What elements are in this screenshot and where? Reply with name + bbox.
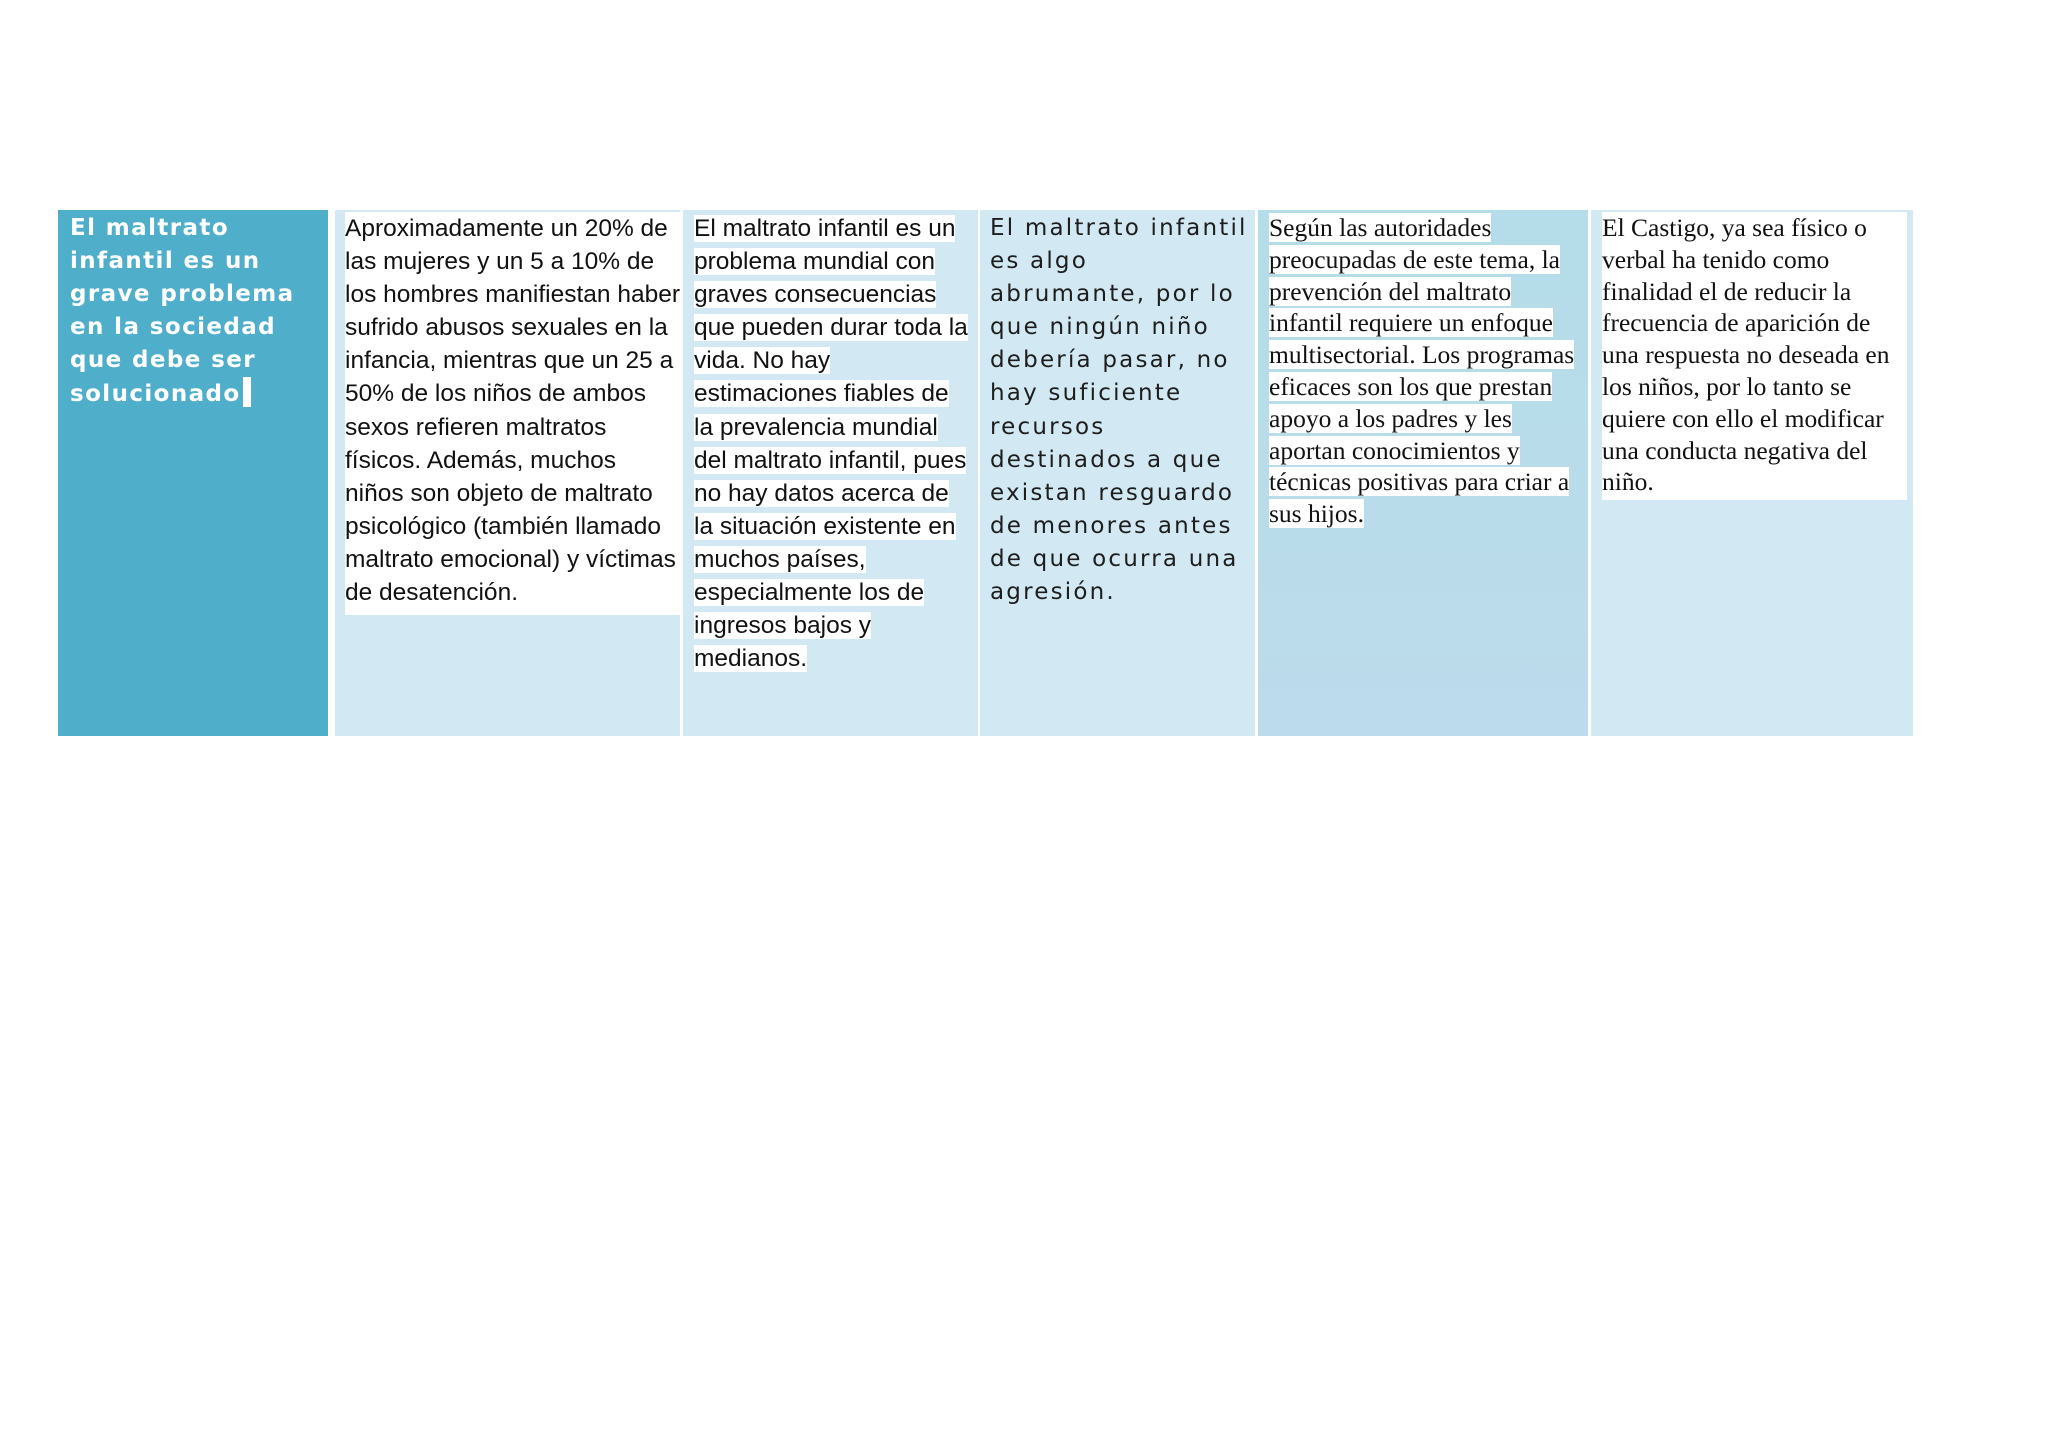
global-problem-panel <box>683 210 978 736</box>
statistics-panel <box>335 210 680 736</box>
opinion-text: El maltrato infantil es algo abrumante, por lo que ningún niño debería pasar, no hay suficiente recursos destinados a que existan resguardo de menores antes de que ocurra una agresión. <box>990 215 1248 606</box>
prevention-panel <box>1258 210 1588 736</box>
prevention-text: Según las autoridades preocupadas de este tema, la prevención del maltrato infantil requiere un enfoque multisectorial. Los programas eficaces son los que prestan apoyo a los padres y les aportan conocimientos y técnicas positivas para criar a sus hijos. <box>1269 213 1575 529</box>
heading-text: El maltrato infantil es un grave problema en la sociedad que debe ser solucionado <box>70 215 295 407</box>
heading-panel <box>58 210 328 736</box>
text-cursor <box>243 377 251 407</box>
punishment-panel <box>1591 210 1913 736</box>
opinion-panel <box>980 210 1255 736</box>
global-problem-text: El maltrato infantil es un problema mundial con graves consecuencias que pueden durar toda la vida. No hay estimaciones fiables de la prevalencia mundial del maltrato infantil, pues no hay datos acerca de la situación existente en muchos países, especialmente los de ingresos bajos y medianos. <box>694 215 968 673</box>
punishment-text: El Castigo, ya sea físico o verbal ha tenido como finalidad el de reducir la frecuencia de aparición de una respuesta no deseada en los niños, por lo tanto se quiere con ello el modificar una conducta negativa del niño. <box>1602 212 1907 500</box>
statistics-text: Aproximadamente un 20% de las mujeres y un 5 a 10% de los hombres manifiestan haber sufrido abusos sexuales en la infancia, mientras que un 25 a 50% de los niños de ambos sexos refieren maltratos físicos. Además, muchos niños son objeto de maltrato psicológico (también llamado maltrato emocional) y víctimas de desatención. <box>345 212 680 615</box>
